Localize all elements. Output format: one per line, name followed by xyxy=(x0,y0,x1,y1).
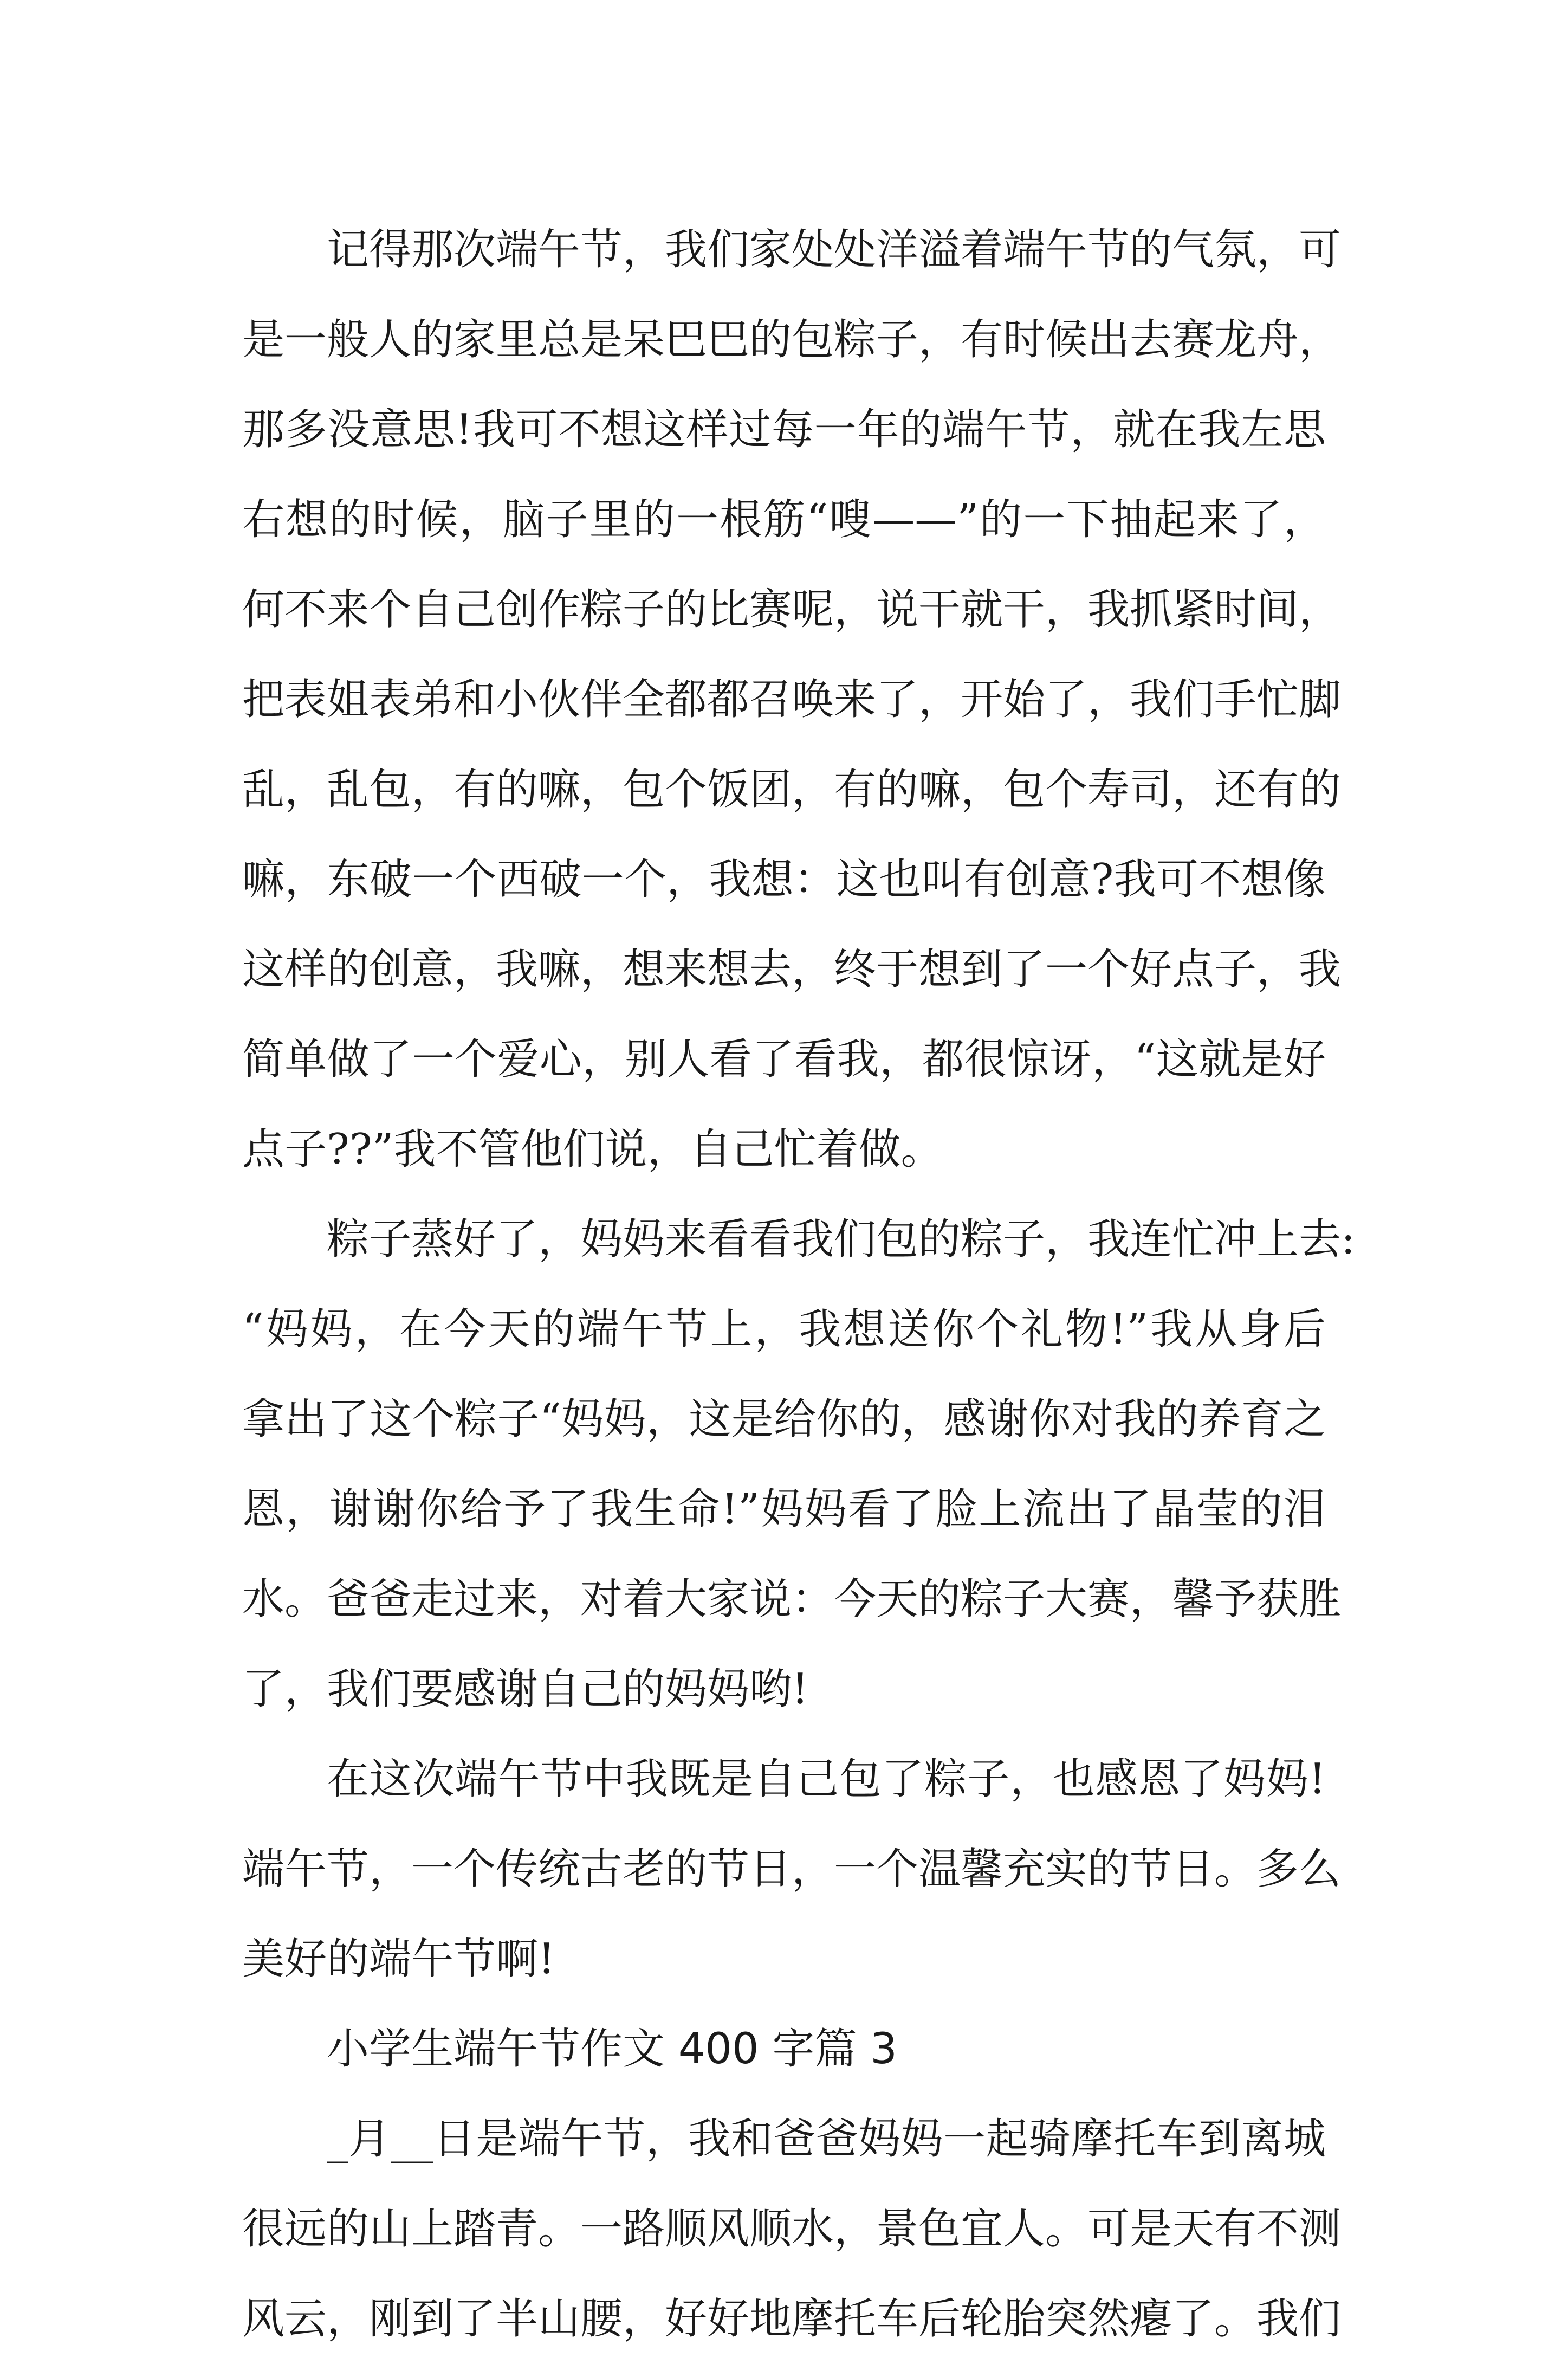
paragraph-line: 恩，谢谢你给予了我生命!”妈妈看了脸上流出了晶莹的泪 xyxy=(242,1485,1326,1534)
paragraph-line: 把表姐表弟和小伙伴全都都召唤来了，开始了，我们手忙脚 xyxy=(242,675,1342,724)
paragraph-line: 粽子蒸好了，妈妈来看看我们包的粽子，我连忙冲上去: xyxy=(327,1215,1356,1264)
paragraph-line: “妈妈，在今天的端午节上，我想送你个礼物!”我从身后 xyxy=(242,1305,1326,1354)
paragraph-line: 乱，乱包，有的嘛，包个饭团，有的嘛，包个寿司，还有的 xyxy=(242,765,1342,814)
paragraph-line: 简单做了一个爱心，别人看了看我，都很惊讶，“这就是好 xyxy=(242,1035,1326,1084)
paragraph-line: 何不来个自己创作粽子的比赛呢，说干就干，我抓紧时间， xyxy=(242,585,1342,634)
paragraph-line: 了，我们要感谢自己的妈妈哟! xyxy=(242,1665,809,1714)
paragraph-line: 是一般人的家里总是呆巴巴的包粽子，有时候出去赛龙舟， xyxy=(242,315,1342,364)
paragraph-line: 在这次端午节中我既是自己包了粽子，也感恩了妈妈! xyxy=(327,1755,1326,1804)
paragraph-line: 记得那次端午节，我们家处处洋溢着端午节的气氛，可 xyxy=(327,225,1342,274)
paragraph-line: 那多没意思!我可不想这样过每一年的端午节，就在我左思 xyxy=(242,405,1326,454)
paragraph-line: 拿出了这个粽子“妈妈，这是给你的，感谢你对我的养育之 xyxy=(242,1395,1326,1444)
section-heading: 小学生端午节作文 400 字篇 3 xyxy=(327,2025,897,2074)
paragraph-line: 嘛，东破一个西破一个，我想：这也叫有创意?我可不想像 xyxy=(242,855,1326,904)
paragraph-line: 风云，刚到了半山腰，好好地摩托车后轮胎突然瘪了。我们 xyxy=(242,2295,1342,2343)
paragraph-line: 水。爸爸走过来，对着大家说：今天的粽子大赛，馨予获胜 xyxy=(242,1575,1342,1624)
paragraph-line: 美好的端午节啊! xyxy=(242,1935,555,1984)
paragraph-line: 很远的山上踏青。一路顺风顺水，景色宜人。可是天有不测 xyxy=(242,2205,1342,2253)
paragraph-line: _月__日是端午节，我和爸爸妈妈一起骑摩托车到离城 xyxy=(327,2115,1326,2163)
paragraph-line: 点子??”我不管他们说，自己忙着做。 xyxy=(242,1125,943,1174)
paragraph-line: 右想的时候，脑子里的一根筋“嗖——”的一下抽起来了， xyxy=(242,495,1326,544)
paragraph-line: 这样的创意，我嘛，想来想去，终于想到了一个好点子，我 xyxy=(242,945,1342,994)
document-body xyxy=(242,205,1356,2364)
paragraph-line: 端午节，一个传统古老的节日，一个温馨充实的节日。多么 xyxy=(242,1845,1342,1894)
